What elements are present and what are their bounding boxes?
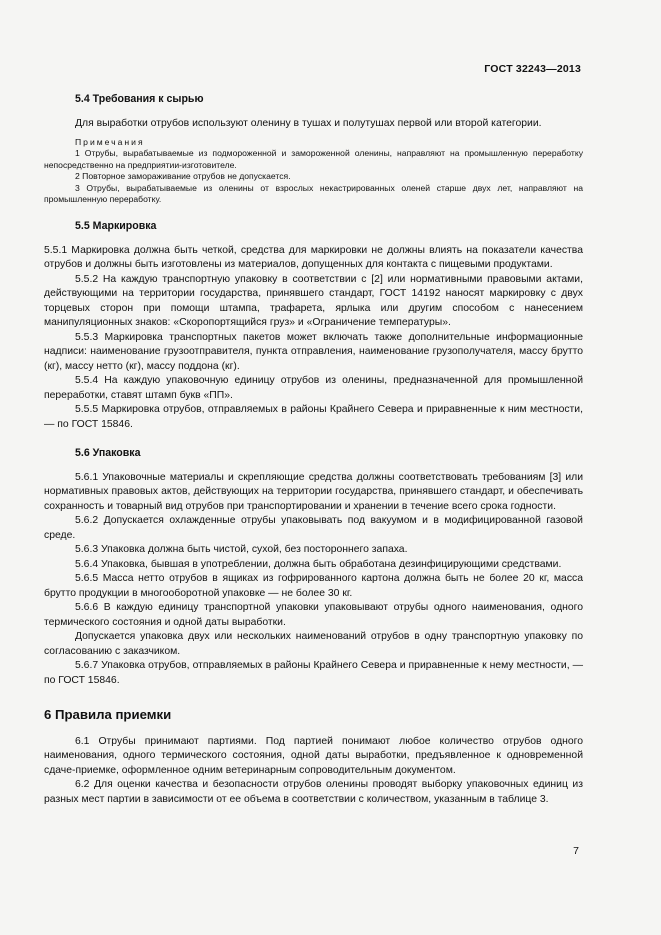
- paragraph-6-1: 6.1 Отрубы принимают партиями. Под партией понимают любое количество отрубов одного наименования, одного термического состояния, одной даты выработки, предъявленное к одновременной сдаче-приемке, оформленное одним ветеринарным сопроводительным документом.: [44, 735, 583, 776]
- page-number: 7: [573, 845, 579, 857]
- paragraph-5-5-3: 5.5.3 Маркировка транспортных пакетов может включать также дополнительные информационные надписи: наименование грузоотправителя, пункта отправления, наименование грузополучателя, массу брутто (кг), массу нетто (кг), массу поддона (кг).: [44, 331, 583, 372]
- section-5-5-title: 5.5 Маркировка: [75, 220, 157, 233]
- paragraph-5-6-1: 5.6.1 Упаковочные материалы и скрепляющие средства должны соответствовать требованиям [3] или нормативных правовых актов, действующих на территории государства, принявшего стандарт, и обеспечивать сохранность и товарный вид отрубов при транспортировании и хранении в течение всего срока годности.: [44, 471, 583, 512]
- note-3: 3 Отрубы, вырабатываемые из оленины от взрослых некастрированных оленей старше двух лет, направляют на промышленную переработку.: [44, 182, 583, 205]
- notes-title: Примечания: [75, 137, 145, 147]
- paragraph-5-6-6-note: Допускается упаковка двух или нескольких наименований отрубов в одну транспортную упаковку по согласованию с заказчиком.: [44, 631, 583, 657]
- page-content: [44, 92, 583, 807]
- paragraph-5-5-1: 5.5.1 Маркировка должна быть четкой, средства для маркировки не должны влиять на показатели качества отрубов и должны быть изготовлены из материалов, допущенных для контакта с пищевыми продуктами.: [44, 244, 583, 271]
- note-1: 1 Отрубы, вырабатываемые из подмороженной и замороженной оленины, направляют на промышленную переработку непосредственно на предприятии-изготовителе.: [44, 148, 583, 170]
- document-id: ГОСТ 32243—2013: [484, 63, 581, 75]
- paragraph-5-6-7: 5.6.7 Упаковка отрубов, отправляемых в районы Крайнего Севера и приравненные к нему местности, — по ГОСТ 15846.: [44, 660, 583, 686]
- paragraph-5-5-5: 5.5.5 Маркировка отрубов, отправляемых в районы Крайнего Севера и приравненные к ним местности, — по ГОСТ 15846.: [44, 404, 583, 430]
- section-5-4-title: 5.4 Требования к сырью: [75, 93, 204, 105]
- paragraph-5-6-4: 5.6.4 Упаковка, бывшая в употреблении, должна быть обработана дезинфицирующими средствами.: [75, 558, 562, 570]
- paragraph-6-2: 6.2 Для оценки качества и безопасности отрубов оленины проводят выборку упаковочных единиц из разных мест партии в зависимости от ее объема в соответствии с количеством, указанным в таблице 3.: [44, 779, 583, 805]
- paragraph-5-6-6: 5.6.6 В каждую единицу транспортной упаковки упаковывают отрубы одного наименования, одного термического состояния и одной даты выработки.: [44, 602, 583, 628]
- section-6-title: 6 Правила приемки: [44, 707, 172, 723]
- paragraph-5-6-5: 5.6.5 Масса нетто отрубов в ящиках из гофрированного картона должна быть не более 20 кг, масса брутто продукции в многооборотной упаковке — не более 30 кг.: [44, 573, 583, 599]
- paragraph-5-6-2: 5.6.2 Допускается охлажденные отрубы упаковывать под вакуумом и в модифицированной газовой среде.: [44, 515, 583, 541]
- paragraph-5-5-4: 5.5.4 На каждую упаковочную единицу отрубов из оленины, предназначенной для промышленной переработки, ставят штамп букв «ПП».: [44, 375, 583, 401]
- section-5-6-title: 5.6 Упаковка: [75, 447, 141, 460]
- paragraph-5-6-3: 5.6.3 Упаковка должна быть чистой, сухой, без постороннего запаха.: [75, 544, 408, 556]
- paragraph-5-5-2: 5.5.2 На каждую транспортную упаковку в соответствии с [2] или нормативными правовыми актами, действующими на территории государства, принявшего стандарт, ГОСТ 14192 наносят маркировку с двух торцевых сторон при помощи штампа, трафарета, ярлыка или другим способом с нанесением манипуляционных знаков: «Скоропортящийся груз» и «Ограничение температуры».: [44, 273, 583, 329]
- note-2: 2 Повторное замораживание отрубов не допускается.: [75, 171, 291, 182]
- section-5-4-intro: Для выработки отрубов используют оленину в тушах и полутушах первой или второй категории.: [75, 117, 542, 129]
